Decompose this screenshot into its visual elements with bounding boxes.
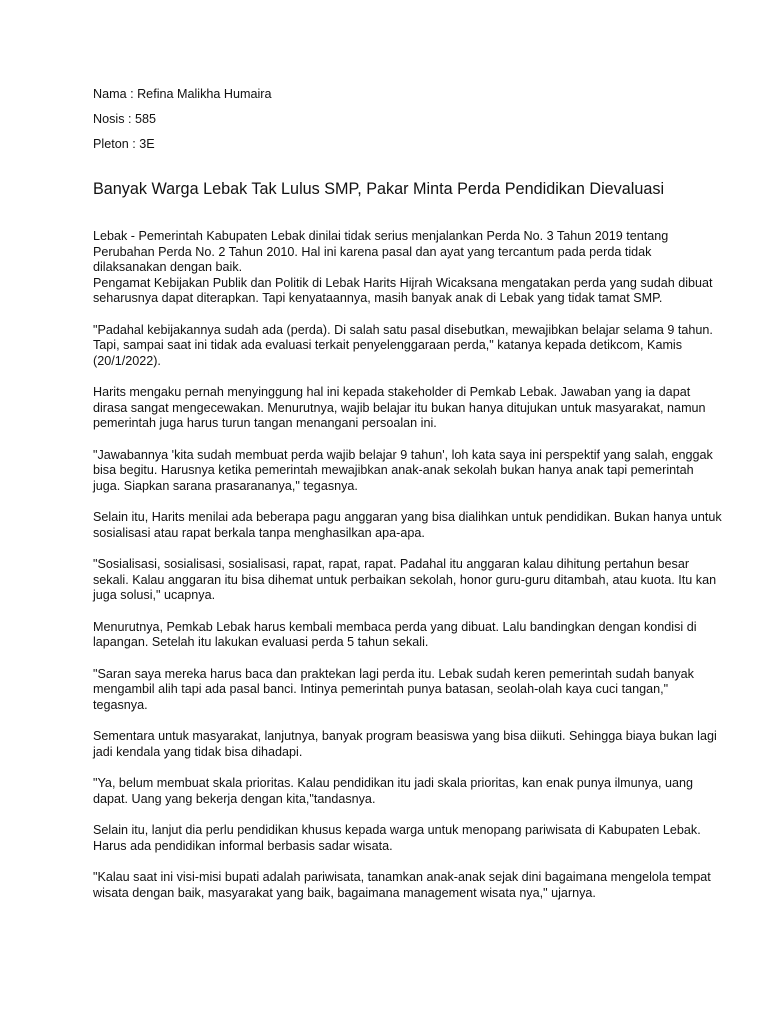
- student-pleton: Pleton : 3E: [93, 137, 155, 151]
- paragraph: [93, 322, 713, 370]
- student-nosis: Nosis : 585: [93, 112, 156, 126]
- paragraph: [93, 447, 713, 495]
- text-line: (20/1/2022).: [93, 353, 161, 368]
- paragraph: [93, 510, 722, 541]
- text-line: "Ya, belum membuat skala prioritas. Kalau pendidikan itu jadi skala prioritas, kan enak punya ilmunya, uang: [93, 776, 693, 790]
- text-line: sosialisasi atau rapat berkala tanpa menghasilkan apa-apa.: [93, 525, 425, 540]
- text-line: Menurutnya, Pemkab Lebak harus kembali membaca perda yang dibuat. Lalu bandingkan dengan kondisi di: [93, 619, 697, 634]
- paragraph: [93, 275, 713, 307]
- text-line: "Padahal kebijakannya sudah ada (perda). Di salah satu pasal disebutkan, mewajibkan belajar selama 9 tahun.: [93, 322, 713, 337]
- text-line: pemerintah juga harus turun tangan menangani persoalan ini.: [93, 416, 437, 430]
- text-line: Tapi, sampai saat ini tidak ada evaluasi terkait penyelenggaraan perda," katanya kepada detikcom, Kamis: [93, 338, 683, 352]
- paragraph: [93, 729, 717, 760]
- text-line: "Sosialisasi, sosialisasi, sosialisasi, rapat, rapat, rapat. Padahal itu anggaran kalau dihitung pertahun besar: [93, 557, 690, 571]
- text-line: jadi kendala yang tidak bisa dihadapi.: [93, 744, 303, 759]
- paragraph: [93, 870, 711, 901]
- text-line: "Kalau saat ini visi-misi bupati adalah pariwisata, tanamkan anak-anak sejak dini bagaimana mengelola tempat: [93, 870, 711, 884]
- paragraph: [93, 619, 697, 651]
- paragraph: [93, 776, 693, 807]
- text-line: "Jawabannya 'kita sudah membuat perda wajib belajar 9 tahun', loh kata saya ini perspektif yang salah, enggak: [93, 447, 713, 462]
- text-line: juga. Siapkan sarana prasarananya," tegasnya.: [93, 478, 358, 493]
- text-line: Pengamat Kebijakan Publik dan Politik di Lebak Harits Hijrah Wicaksana mengatakan perda yang sudah dibuat: [93, 275, 713, 290]
- text-line: bisa begitu. Harusnya ketika pemerintah mewajibkan anak-anak sekolah bukan hanya anak tapi pemerintah: [93, 463, 694, 477]
- article-title: Banyak Warga Lebak Tak Lulus SMP, Pakar Minta Perda Pendidikan Dievaluasi: [93, 180, 665, 198]
- text-line: dilaksanakan dengan baik.: [93, 260, 243, 274]
- text-line: Sementara untuk masyarakat, lanjutnya, banyak program beasiswa yang bisa diikuti. Sehingga biaya bukan lagi: [93, 729, 717, 743]
- text-line: juga solusi," ucapnya.: [93, 588, 216, 602]
- document-page: [93, 86, 722, 917]
- text-line: seharusnya dapat diterapkan. Tapi kenyataannya, masih banyak anak di Lebak yang tidak tamat SMP.: [93, 291, 663, 305]
- text-line: mengambil alih tapi ada pasal banci. Intinya pemerintah punya batasan, seolah-olah kaya cuci tangan,": [93, 682, 669, 696]
- paragraph: [93, 229, 693, 276]
- paragraph: [93, 667, 693, 714]
- text-line: tegasnya.: [93, 697, 148, 712]
- article-body: [93, 229, 722, 901]
- text-line: "Saran saya mereka harus baca dan praktekan lagi perda itu. Lebak sudah keren pemerintah sudah banyak: [93, 666, 694, 681]
- text-line: Selain itu, lanjut dia perlu pendidikan khusus kepada warga untuk menopang pariwisata di Kabupaten Lebak.: [93, 823, 701, 837]
- text-line: dirasa sangat mengecewakan. Menurutnya, wajib belajar itu bukan hanya ditujukan untuk masyarakat, namun: [93, 400, 706, 415]
- text-line: Lebak - Pemerintah Kabupaten Lebak dinilai tidak serius menjalankan Perda No. 3 Tahun 2019 tentang: [93, 229, 669, 243]
- text-line: Harus ada pendidikan informal berbasis sadar wisata.: [93, 838, 393, 853]
- text-line: sekali. Kalau anggaran itu bisa dihemat untuk perbaikan sekolah, honor guru-guru ditambah, atau kuota. Itu kan: [93, 572, 717, 587]
- student-name: Nama : Refina Malikha Humaira: [93, 87, 272, 101]
- paragraph: [93, 557, 717, 604]
- paragraph: [93, 823, 701, 854]
- text-line: wisata dengan baik, masyarakat yang baik, bagaimana management wisata nya," ujarnya.: [93, 885, 596, 900]
- paragraph: [93, 385, 706, 432]
- text-line: Harits mengaku pernah menyinggung hal ini kepada stakeholder di Pemkab Lebak. Jawaban yang ia dapat: [93, 385, 691, 399]
- text-line: lapangan. Setelah itu lakukan evaluasi perda 5 tahun sekali.: [93, 635, 429, 649]
- text-line: Perubahan Perda No. 2 Tahun 2010. Hal ini karena pasal dan ayat yang tercantum pada perda tidak: [93, 244, 652, 259]
- text-line: Selain itu, Harits menilai ada beberapa pagu anggaran yang bisa dialihkan untuk pendidikan. Bukan hanya untuk: [93, 510, 722, 524]
- text-line: dapat. Uang yang bekerja dengan kita,"tandasnya.: [93, 791, 376, 806]
